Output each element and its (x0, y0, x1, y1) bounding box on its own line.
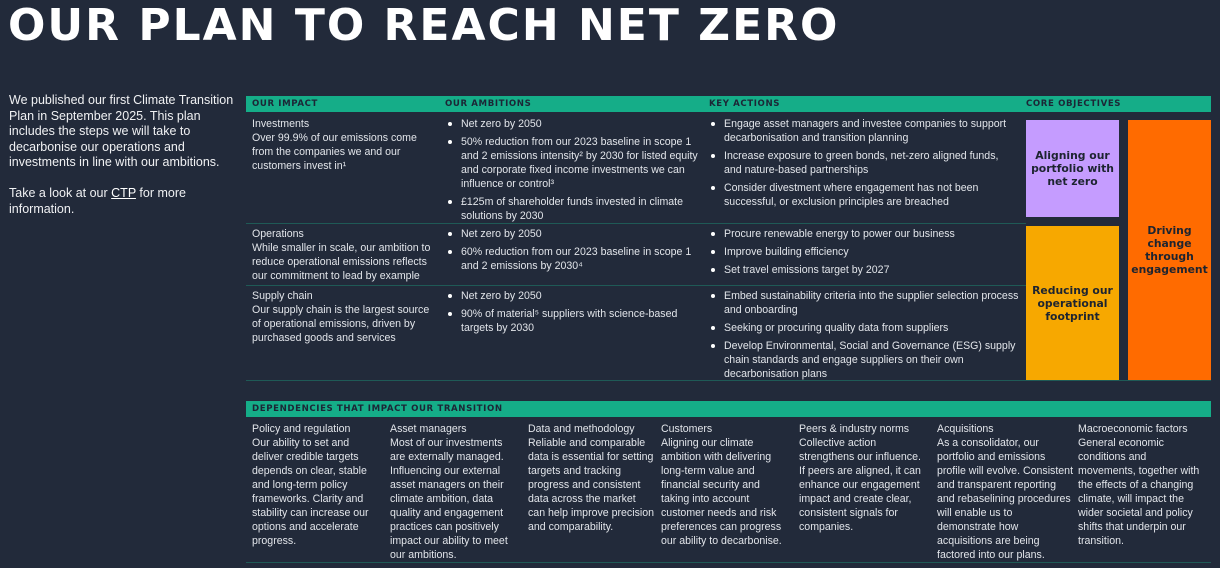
objective-label: Reducing our operational footprint (1032, 283, 1113, 323)
objective-driving-engagement (1128, 120, 1211, 380)
dependency-text: As a consolidator, our portfolio and emissions profile will evolve. Consistent and transparent reporting and rebaselining procedures will enable us to demonstrate how acquisitions are being factored into our plans. (937, 437, 1074, 561)
ambitions-list (446, 117, 702, 223)
row-divider (246, 223, 1026, 224)
table-header (246, 96, 1211, 112)
dependency-text: Reliable and comparable data is essential for setting targets and tracking progress and consistent data across the market can help improve precision and comparability. (528, 437, 655, 533)
impact-title: Investments (252, 118, 310, 130)
actions-cell (709, 227, 1019, 281)
ambition-item: 60% reduction from our 2023 baseline in scope 1 and 2 emissions by 2030⁴ (446, 245, 702, 273)
action-item: Procure renewable energy to power our business (709, 227, 1019, 241)
dependencies-title: DEPENDENCIES THAT IMPACT OUR TRANSITION (252, 404, 503, 414)
actions-list (709, 289, 1019, 381)
actions-cell (709, 289, 1019, 385)
dependency-text: Our ability to set and deliver credible targets depends on clear, stable and long-term policy frameworks. Clarity and stability can increase our options and accelerate progress. (252, 437, 369, 547)
impact-title: Operations (252, 228, 304, 240)
dependency-text: Collective action strengthens our influence. If peers are aligned, it can enhance our engagement impact and create clear, consistent signals for companies. (799, 437, 921, 533)
dependency-item (528, 422, 654, 534)
dependency-item (661, 422, 789, 548)
impact-text: While smaller in scale, our ambition to reduce operational emissions reflects our commitment to lead by example (252, 242, 431, 282)
ambition-item: Net zero by 2050 (446, 289, 702, 303)
ambition-item: Net zero by 2050 (446, 117, 702, 131)
dependency-title: Peers & industry norms (799, 423, 910, 435)
ambitions-cell (446, 227, 702, 277)
intro-paragraph: We published our first Climate Transition Plan in September 2025. This plan includes the steps we will take to decarbonise our operations and investments in line with our ambitions. (9, 93, 234, 170)
header-key-actions: KEY ACTIONS (709, 99, 781, 109)
ambitions-list (446, 289, 702, 335)
actions-list (709, 117, 1019, 209)
header-core-objectives: CORE OBJECTIVES (1026, 99, 1122, 109)
dependency-title: Data and methodology (528, 423, 635, 435)
impact-cell (252, 117, 438, 173)
dependency-title: Customers (661, 423, 713, 435)
intro-cta (9, 186, 241, 217)
action-item: Develop Environmental, Social and Governance (ESG) supply chain standards and engage suppliers on their own decarbonisation plans (709, 339, 1019, 381)
ctp-link[interactable]: CTP (111, 185, 136, 200)
impact-text: Over 99.9% of our emissions come from the companies we and our customers invest in¹ (252, 132, 417, 172)
dependencies-bottom-divider (246, 562, 1211, 563)
dependency-text: Aligning our climate ambition with delivering long-term value and financial security and taking into account customer needs and risk preferences can progress our ability to decarbonise. (661, 437, 782, 547)
dependency-item (937, 422, 1073, 562)
intro-text (9, 93, 241, 232)
intro-cta-after: for more information. (9, 185, 186, 216)
action-item: Improve building efficiency (709, 245, 1019, 259)
ambitions-cell (446, 289, 702, 339)
objective-label: Aligning our portfolio with net zero (1031, 149, 1114, 188)
dependency-item (1078, 422, 1203, 548)
ambitions-cell (446, 117, 702, 227)
action-item: Set travel emissions target by 2027 (709, 263, 1019, 277)
dependency-item (390, 422, 520, 562)
action-item: Seeking or procuring quality data from suppliers (709, 321, 1019, 335)
page-title: OUR PLAN TO REACH NET ZERO (8, 0, 840, 51)
row-divider (246, 380, 1211, 381)
dependency-item (252, 422, 380, 548)
ambition-item: 90% of material⁵ suppliers with science-based targets by 2030 (446, 307, 702, 335)
dependency-item (799, 422, 929, 534)
impact-cell (252, 227, 438, 283)
dependencies-header (246, 401, 1211, 417)
action-item: Engage asset managers and investee companies to support decarbonisation and transition planning (709, 117, 1019, 145)
header-our-impact: OUR IMPACT (252, 99, 318, 109)
dependency-title: Policy and regulation (252, 423, 351, 435)
action-item: Increase exposure to green bonds, net-zero aligned funds, and nature-based partnerships (709, 149, 1019, 177)
impact-title: Supply chain (252, 290, 313, 302)
objective-aligning-portfolio (1026, 120, 1119, 217)
dependency-text: General economic conditions and movements, together with the effects of a changing climate, will impact the wider societal and policy shifts that underpin our transition. (1078, 437, 1200, 547)
objective-label: Driving change through engagement (1131, 224, 1208, 276)
ambition-item: Net zero by 2050 (446, 227, 702, 241)
actions-cell (709, 117, 1019, 213)
actions-list (709, 227, 1019, 277)
row-divider (246, 285, 1026, 286)
impact-cell (252, 289, 438, 345)
dependency-title: Macroeconomic factors (1078, 423, 1188, 435)
header-our-ambitions: OUR AMBITIONS (445, 99, 532, 109)
dependency-title: Acquisitions (937, 423, 994, 435)
action-item: Consider divestment where engagement has not been successful, or exclusion principles are breached (709, 181, 1019, 209)
ambitions-list (446, 227, 702, 273)
dependency-text: Most of our investments are externally managed. Influencing our external asset managers on their climate ambition, data quality and engagement practices can positively impact our ability to meet our ambitions. (390, 437, 508, 561)
ambition-item: £125m of shareholder funds invested in climate solutions by 2030 (446, 195, 702, 223)
ambition-item: 50% reduction from our 2023 baseline in scope 1 and 2 emissions intensity² by 2030 for listed equity and corporate fixed income investments we can influence or control³ (446, 135, 702, 191)
dependency-title: Asset managers (390, 423, 467, 435)
impact-text: Our supply chain is the largest source of operational emissions, driven by purchased goods and services (252, 304, 430, 344)
action-item: Embed sustainability criteria into the supplier selection process and onboarding (709, 289, 1019, 317)
intro-cta-before: Take a look at our (9, 185, 112, 200)
objective-reducing-footprint (1026, 226, 1119, 380)
